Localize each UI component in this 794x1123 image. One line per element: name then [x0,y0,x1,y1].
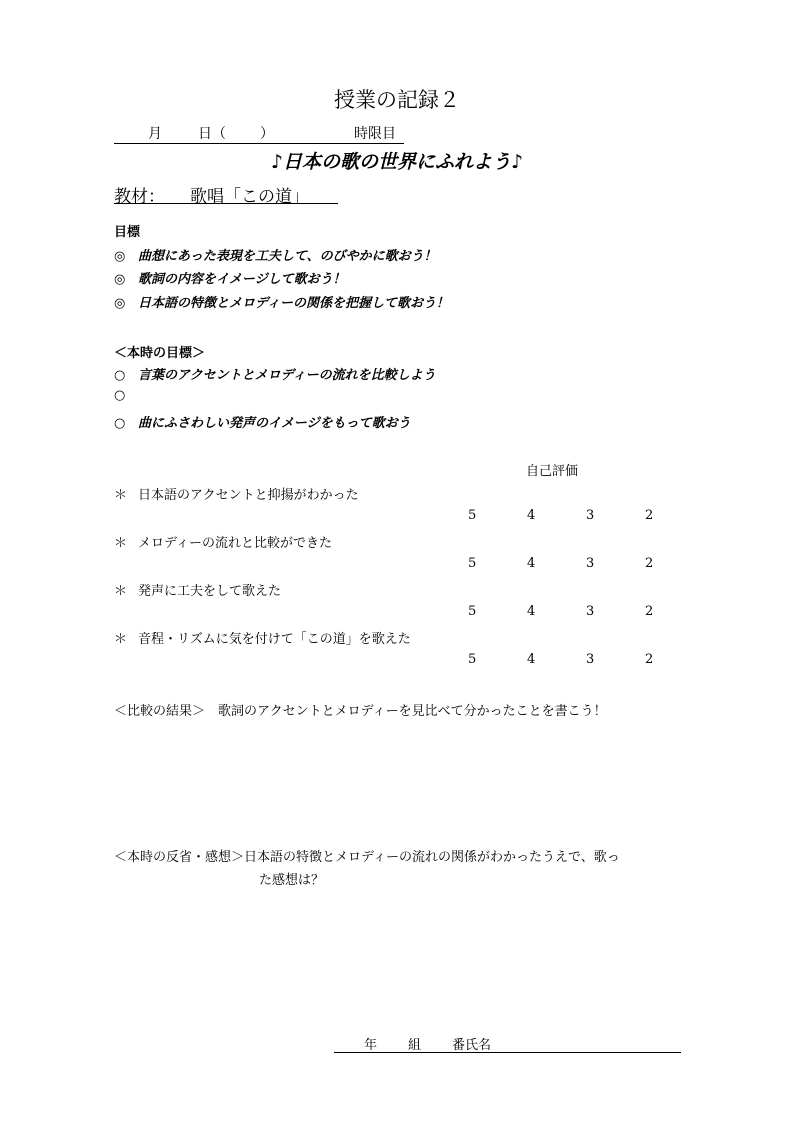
asterisk-mark: ＊ [114,488,128,503]
double-circle-mark: ◎ [114,249,126,264]
score-option[interactable]: 4 [527,604,536,619]
score-option[interactable]: 5 [468,604,477,619]
score-option[interactable]: 4 [527,508,536,523]
date-month-label: 月 [148,126,162,142]
reflection-prompt-line2: た感想は？ [259,873,325,888]
goal-item [114,292,449,311]
score-option[interactable]: 2 [645,652,654,667]
criterion-text: 発声に工夫をして歌えた [138,584,282,599]
comparison-answer-area[interactable] [114,722,684,832]
goals-heading: 目標 [114,225,141,240]
asterisk-mark: ＊ [114,536,128,551]
goal-text: 歌詞の内容をイメージして歌おう！ [138,272,346,287]
signature-line[interactable] [334,1034,681,1053]
goal-text: 曲想にあった表現を工夫して、のびやかに歌おう！ [138,249,437,264]
date-paren-close: ） [260,126,274,142]
lesson-goal-item [114,388,138,403]
score-option[interactable]: 2 [645,556,654,571]
date-day-label: 日（ [198,126,226,142]
evaluation-criterion [114,484,359,503]
score-option[interactable]: 5 [468,652,477,667]
material-label: 教材： [114,187,165,207]
comparison-prompt: ＜比較の結果＞ 歌詞のアクセントとメロディーを見比べて分かったことを書こう！ [114,704,607,719]
score-option[interactable]: 3 [586,556,595,571]
score-option[interactable]: 3 [586,652,595,667]
goal-item [114,245,437,264]
material-value: 歌唱「この道」 [190,187,309,207]
circle-mark: ○ [114,416,126,431]
score-option[interactable]: 5 [468,508,477,523]
double-circle-mark: ◎ [114,296,126,311]
score-option[interactable]: 4 [527,652,536,667]
date-line [114,121,404,144]
score-option[interactable]: 3 [586,604,595,619]
class-label: 組 [408,1038,422,1053]
page-title: 授業の記録２ [334,88,460,112]
asterisk-mark: ＊ [114,632,128,647]
criterion-text: メロディーの流れと比較ができた [138,536,332,551]
score-option[interactable]: 5 [468,556,477,571]
material-line [114,181,338,207]
goal-text: 日本語の特徴とメロディーの関係を把握して歌おう！ [138,296,449,311]
criterion-text: 日本語のアクセントと抑揚がわかった [138,488,359,503]
circle-mark: ○ [114,368,126,383]
period-label: 時限目 [354,126,396,142]
score-option[interactable]: 2 [645,508,654,523]
lesson-goal-text: 言葉のアクセントとメロディーの流れを比較しよう [138,368,436,383]
score-option[interactable]: 2 [645,604,654,619]
score-option[interactable]: 4 [527,556,536,571]
reflection-answer-area[interactable] [114,892,684,1022]
goal-item [114,268,346,287]
score-option[interactable]: 3 [586,508,595,523]
lesson-goal-item [114,412,411,431]
evaluation-criterion [114,628,411,647]
double-circle-mark: ◎ [114,272,126,287]
number-name-label: 番氏名 [452,1038,492,1053]
criterion-text: 音程・リズムに気を付けて「この道」を歌えた [138,632,411,647]
circle-mark: ○ [114,388,126,403]
evaluation-criterion [114,532,332,551]
self-evaluation-heading: 自己評価 [526,464,579,479]
asterisk-mark: ＊ [114,584,128,599]
lesson-goals-heading: ＜本時の目標＞ [114,346,206,361]
lesson-goal-item [114,364,436,383]
year-label: 年 [364,1038,378,1053]
lesson-goal-text: 曲にふさわしい発声のイメージをもって歌おう [138,416,411,431]
evaluation-criterion [114,580,281,599]
reflection-prompt-line1: ＜本時の反省・感想＞日本語の特徴とメロディーの流れの関係がわかったうえで、歌っ [114,850,620,865]
song-title: ♪日本の歌の世界にふれよう♪ [270,151,524,173]
